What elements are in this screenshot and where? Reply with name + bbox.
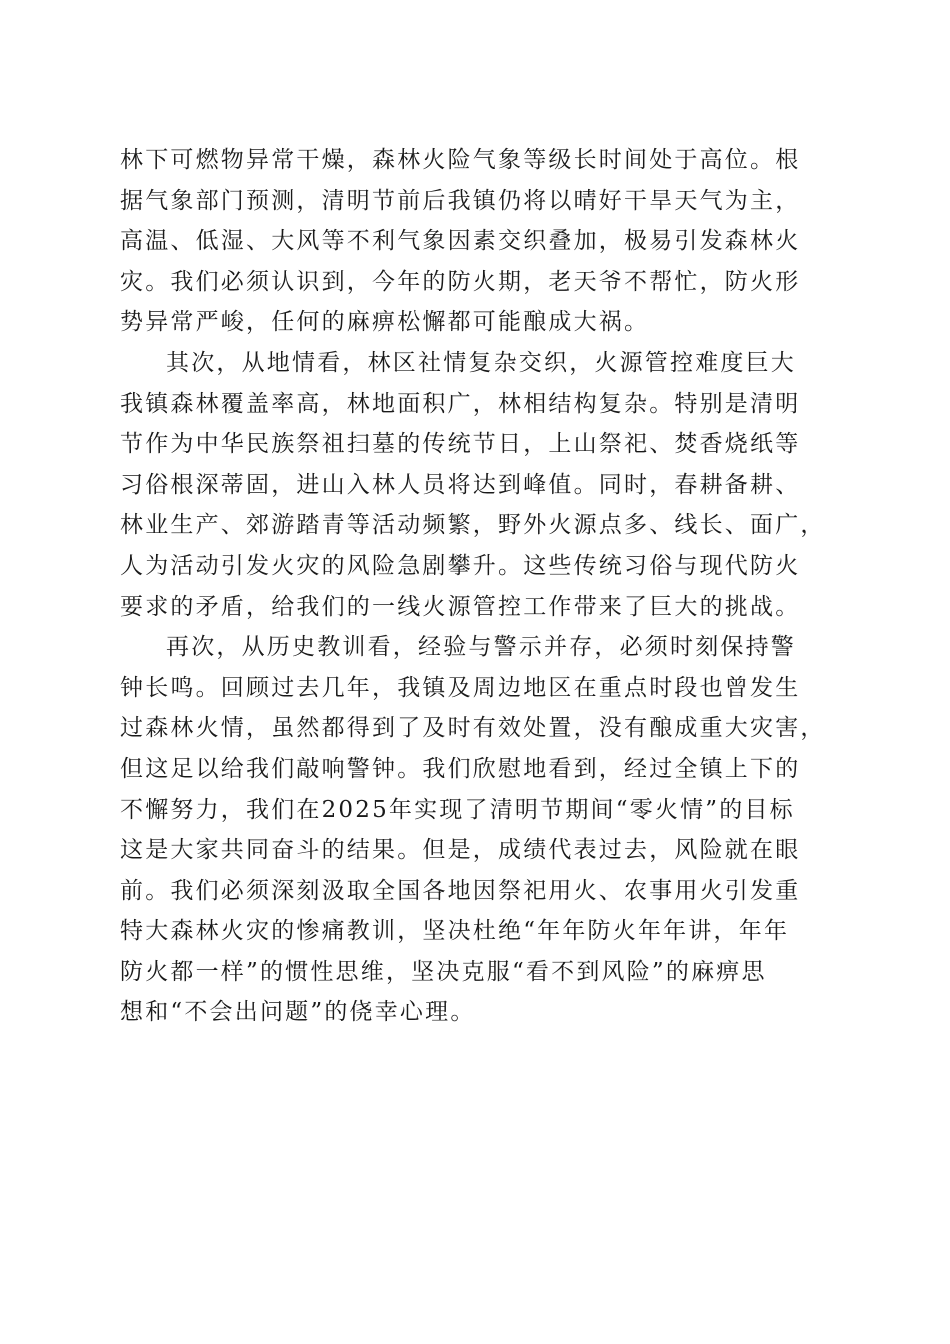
text-line: 钟长鸣。回顾过去几年，我镇及周边地区在重点时段也曾发生	[120, 674, 801, 701]
text-line: 林下可燃物异常干燥，森林火险气象等级长时间处于高位。根	[120, 147, 801, 173]
text-line: 据气象部门预测，清明节前后我镇仍将以晴好干旱天气为主，	[120, 187, 801, 214]
text-line: 这是大家共同奋斗的结果。但是，成绩代表过去，风险就在眼	[120, 837, 801, 864]
paragraph-terrain	[120, 343, 832, 627]
text-line: 人为活动引发火灾的风险急剧攀升。这些传统习俗与现代防火	[120, 552, 801, 579]
text-line: 林业生产、郊游踏青等活动频繁，野外火源点多、线长、面广，	[120, 512, 826, 539]
text-line: 前。我们必须深刻汲取全国各地因祭祀用火、农事用火引发重	[120, 877, 801, 904]
text-line: 高温、低湿、大风等不利气象因素交织叠加，极易引发森林火	[120, 228, 801, 255]
text-line: 其次，从地情看，林区社情复杂交织，火源管控难度巨大	[166, 349, 796, 376]
paragraph-history	[120, 627, 832, 1033]
text-line: 但这足以给我们敲响警钟。我们欣慰地看到，经过全镇上下的	[120, 755, 801, 782]
text-line: 势异常严峻，任何的麻痹松懈都可能酿成大祸。	[120, 309, 650, 336]
paragraph-weather	[120, 140, 832, 343]
text-line: 不懈努力，我们在2025年实现了清明节期间“零火情”的目标	[120, 796, 795, 823]
text-line: 再次，从历史教训看，经验与警示并存，必须时刻保持警	[166, 634, 796, 661]
text-line: 习俗根深蒂固，进山入林人员将达到峰值。同时，春耕备耕、	[120, 471, 801, 498]
text-line: 灾。我们必须认识到，今年的防火期，老天爷不帮忙，防火形	[120, 268, 801, 295]
document-body	[120, 140, 832, 1033]
text-line: 特大森林火灾的惨痛教训，坚决杜绝“年年防火年年讲，年年	[120, 918, 790, 945]
text-line: 过森林火情，虽然都得到了及时有效处置，没有酿成重大灾害，	[120, 715, 826, 742]
text-line: 防火都一样”的惯性思维，坚决克服“看不到风险”的麻痹思	[120, 958, 767, 985]
text-line: 节作为中华民族祭祖扫墓的传统节日，上山祭祀、焚香烧纸等	[120, 431, 801, 458]
text-line: 我镇森林覆盖率高，林地面积广，林相结构复杂。特别是清明	[120, 390, 801, 417]
text-line: 要求的矛盾，给我们的一线火源管控工作带来了巨大的挑战。	[120, 593, 801, 620]
text-line: 想和“不会出问题”的侥幸心理。	[120, 999, 476, 1026]
